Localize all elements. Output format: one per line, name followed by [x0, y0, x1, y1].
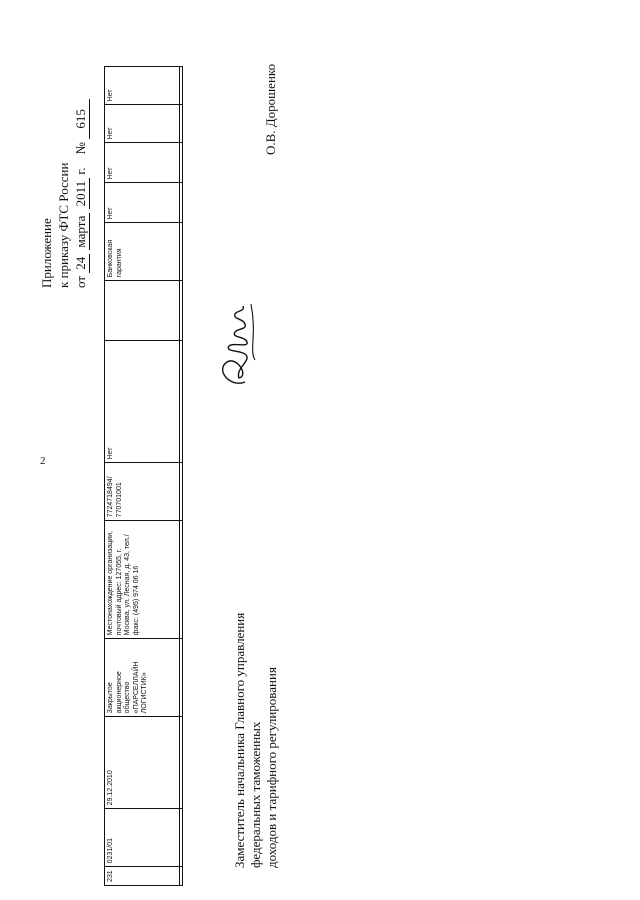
order-reference: к приказу ФТС России [56, 162, 71, 288]
cell-row-number: 231 [105, 867, 180, 886]
cell-col12: Нет [105, 105, 180, 143]
cell-registry-number: 0231/01 [105, 809, 180, 867]
cell-col8 [105, 281, 180, 341]
order-year: 2011 [72, 178, 90, 210]
signer-line-1: Заместитель начальника Главного управления [232, 612, 247, 868]
cell-date: 29.12.2010 [105, 717, 180, 809]
order-number: 615 [72, 99, 90, 139]
appendix-title: Приложение [39, 218, 54, 288]
cell-col7: Нет [105, 341, 180, 463]
order-month: марта [72, 213, 90, 251]
table-bottom-row [180, 67, 183, 886]
signer-line-2: федеральных таможенных [248, 721, 263, 868]
registry-table [104, 66, 183, 886]
year-suffix: г. [73, 167, 88, 175]
order-date-number [72, 58, 90, 288]
order-day: 24 [72, 254, 90, 273]
signer-name: О.В. Дорошенко [263, 63, 278, 155]
signer-position [232, 508, 280, 868]
cell-organization: Закрытое акционерное общество «ПАРСЕЛЛАЙН ЛОГИСТИК» [105, 639, 180, 717]
table-row [105, 67, 180, 886]
cell-guarantee: Банковская гарантия [105, 223, 180, 281]
signer-line-3: доходов и тарифного регулирования [264, 667, 279, 868]
page-number: 2 [40, 455, 46, 467]
from-label: от [73, 275, 88, 288]
handwritten-signature [205, 300, 275, 390]
number-sign: № [73, 142, 88, 155]
cell-col10: Нет [105, 183, 180, 223]
cell-address: Местонахождение организации, почтовый адрес: 127055, г. Москва, ул. Лесная, д. 43, тел./факс: (495) 974 06 16 [105, 521, 180, 639]
cell-col11: Нет [105, 143, 180, 183]
cell-col13: Нет [105, 67, 180, 105]
appendix-header [38, 58, 90, 288]
cell-inn-kpp: 7724718494/ 770701001 [105, 463, 180, 521]
